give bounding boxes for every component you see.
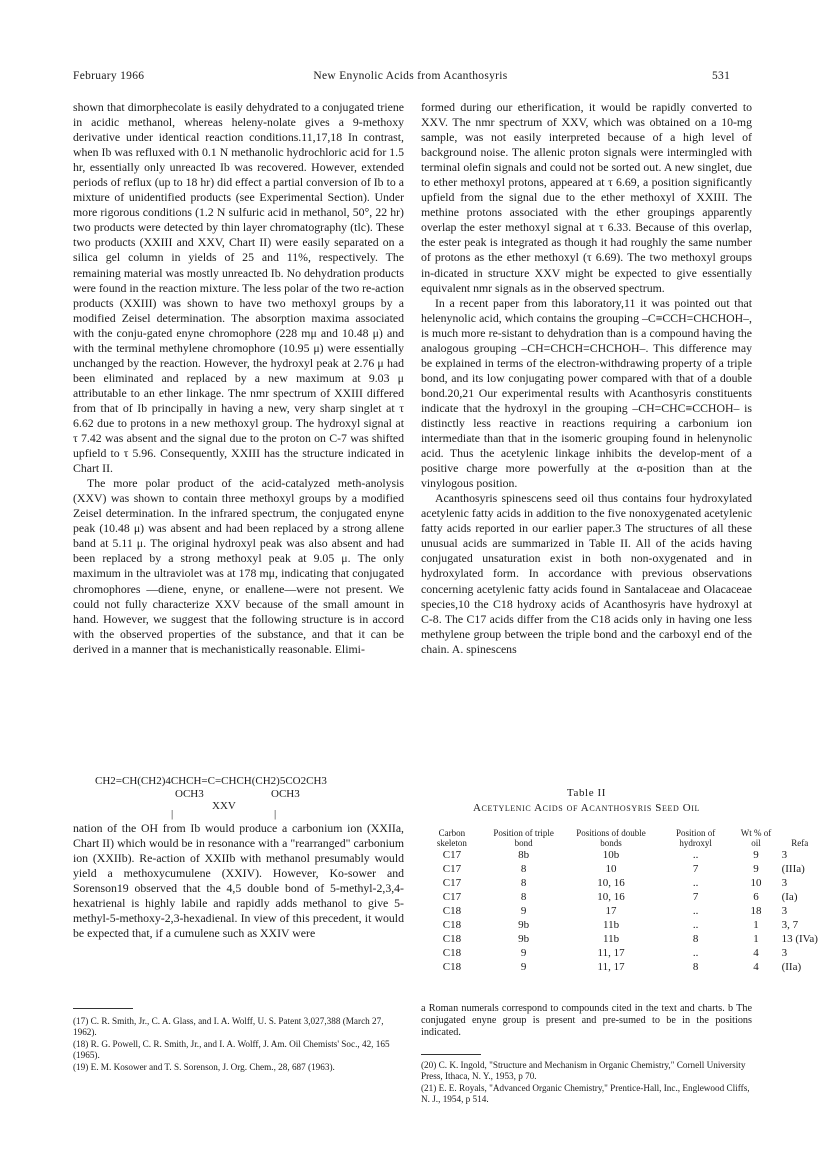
paragraph: In a recent paper from this laboratory,11 it was pointed out that helenynolic acid, which contains the grouping –C≡CCH=CHCHOH–, is much more re-sistant to dehydration than is a compound having the analogous grouping –CH=CHCH=CHCHOH–. This difference may be explained in terms of the electron-withdrawing property of a triple bond, and its low conjugating power compared with that of a double bond.20,21 Our experimental results with Acanthosyris constituents indicate that the hydroxyl in the grouping –CH=CHC≡CCHOH– is distinctly less reactive in reactions requiring a carbonium ion intermediate than that in the isomeric grouping found in helenynolic acid. Thus the acetylenic linkage inhibits the develop-ment of a positive charge more powerfully at the α-position than at the vinylogous position. [421, 295, 752, 491]
table-cell: .. [692, 849, 699, 861]
table-cell: .. [692, 905, 699, 917]
structure-substituent: OCH3 [175, 788, 204, 800]
table-cell: 1 [753, 919, 759, 931]
table-cell: 3 [781, 947, 788, 959]
structure-substituent: OCH3 [271, 788, 300, 800]
table-cell: 10, 16 [597, 877, 625, 889]
left-column-continued [73, 821, 404, 941]
left-column [73, 100, 404, 657]
paragraph: Acanthosyris spinescens seed oil thus contains four hydroxylated acetylenic fatty acids in addition to the five nonoxygenated acetylenic fatty acids reported in our earlier paper.3 The structures of all these unusual acids are summarized in Table II. All of the acids having conjugated unsaturation exist in both non-oxygenated and in hydroxylated form. In accordance with previous observations concerning acetylenic fatty acids found in Santalaceae and Olacaceae species,10 the C18 hydroxy acids of Acanthosyris have hydroxyl at C-8. The C17 acids differ from the C18 acids only in having one less methylene group between the triple bond and the carboxyl end of the chain. A. spinescens [421, 491, 752, 656]
table-cell: 8 [520, 877, 527, 889]
table-cell: C18 [442, 933, 462, 945]
table-header-cell: Refa [791, 838, 809, 848]
table-cell: 9b [518, 919, 530, 931]
table-header-cell: Positions of double bonds [576, 828, 646, 848]
table-cell: C17 [442, 877, 462, 889]
table-cell: .. [692, 919, 699, 931]
table-footnote: a Roman numerals correspond to compounds cited in the text and charts. b The conjugated enyne group is present and pre-sumed to be in the positions indicated. [421, 1003, 752, 1039]
table-row [421, 862, 821, 876]
table-cell: C18 [442, 961, 462, 973]
footnote: (17) C. R. Smith, Jr., C. A. Glass, and I. A. Wolff, U. S. Patent 3,027,388 (March 27, 1962). [73, 1016, 384, 1038]
table-cell: 9 [520, 961, 527, 973]
table-header-cell: Position of hydroxyl [675, 828, 716, 848]
table-cell: 11, 17 [597, 961, 625, 973]
running-header-title: New Enynolic Acids from Acanthosyris [313, 70, 508, 82]
table-header-row [421, 828, 821, 848]
table-row [421, 876, 821, 890]
footnote: (21) E. E. Royals, "Advanced Organic Chemistry," Prentice-Hall, Inc., Englewood Cliffs, N. J., 1954, p 514. [421, 1082, 750, 1105]
table-cell: 4 [753, 961, 759, 973]
right-column [421, 100, 752, 657]
table-cell: 9b [518, 933, 530, 945]
paragraph: formed during our etherification, it would be rapidly converted to XXV. The nmr spectrum of XXV, which was obtained on a 10-mg sample, was not easily interpreted because of a high level of background noise. The allenic proton signals were intermingled with terminal olefin signals and could not be sorted out. A new singlet, due to ether methoxyl protons, appeared at τ 6.69, a position significantly upfield from the signal due to the ether methoxyl of XXIII. The methine protons associated with the ether groupings apparently overlap the ester methoxyl signal at τ 6.33. Because of this overlap, the ester peak is integrated as though it had roughly the same number of protons as the ether methoxyl (τ 6.69). The two methoxyl groups in-dicated in structure XXV might be expected to give essentially equivalent nmr signals as in the observed spectrum. [421, 100, 752, 295]
table-cell: 9 [520, 947, 527, 959]
footnote: (19) E. M. Kosower and T. S. Sorenson, J. Org. Chem., 28, 687 (1963). [73, 1061, 335, 1072]
footnote: (20) C. K. Ingold, "Structure and Mechanism in Organic Chemistry," Cornell University Press, Ithaca, N. Y., 1953, p 70. [421, 1060, 746, 1082]
table-cell: 9 [753, 849, 759, 861]
table-cell: 3 [781, 905, 788, 917]
table-cell: (IIIa) [781, 863, 805, 875]
acetylenic-acids-table [421, 828, 821, 974]
table-cell: 3, 7 [781, 919, 799, 931]
structure-formula: CH2=CH(CH2)4CHCH=C=CHCH(CH2)5CO2CH3 [95, 775, 327, 787]
table-number: Table II [566, 787, 607, 799]
table-cell: .. [692, 947, 699, 959]
structure-bond: | [274, 808, 277, 820]
table-cell: (Ia) [781, 891, 798, 903]
table-cell: 11b [603, 919, 620, 931]
table-cell: 8 [520, 863, 527, 875]
footnotes-right [421, 1060, 752, 1106]
table-cell: 17 [605, 905, 617, 917]
table-cell: 7 [692, 863, 699, 875]
table-cell: 8 [692, 933, 699, 945]
table-header-cell: Position of triple bond [493, 828, 554, 848]
table-cell: 11, 17 [597, 947, 625, 959]
table-header-cell: Carbon skeleton [436, 828, 467, 848]
table-row [421, 946, 821, 960]
table-title: Acetylenic Acids of Acanthosyris Seed Oil [472, 802, 701, 814]
footnotes-left [73, 1016, 404, 1073]
table-cell: 4 [753, 947, 759, 959]
table-cell: 10, 16 [597, 891, 625, 903]
table-cell: 8 [520, 891, 527, 903]
table-row [421, 918, 821, 932]
table-cell: 3 [781, 849, 788, 861]
table-cell: 9 [753, 863, 759, 875]
table-cell: C17 [442, 849, 462, 861]
table-cell: C17 [442, 891, 462, 903]
paragraph: nation of the OH from Ib would produce a carbonium ion (XXIIa, Chart II) which would be in resonance with a "rearranged" carbonium ion (XXIIb). Re-action of XXIIb with methanol presumably would yield a methoxycumulene (XXIV). However, Ko-sower and Sorenson19 observed that the 4,5 double bond of 5-methyl-2,3,4-hexatrienal is highly labile and rapidly adds methanol to give 5-methyl-5-methoxy-2,3-hexadienal. In view of this precedent, it would be expected that, if a cumulene such as XXIV were [73, 821, 404, 941]
table-row [421, 932, 821, 946]
paragraph: shown that dimorphecolate is easily dehydrated to a conjugated triene in acidic methanol, whereas heleny-nolate gives a 9-methoxy derivative under identical reaction conditions.11,17,18 In contrast, when Ib was refluxed with 0.1 N methanolic hydrochloric acid for 1.5 hr, essentially only unreacted Ib was recovered. However, extended periods of reflux (up to 18 hr) did effect a partial conversion of Ib to a mixture of unidentified products (see Experimental Section). Under more rigorous conditions (1.2 N sulfuric acid in methanol, 50°, 22 hr) two products were detected by thin layer chromatography (tlc). These two products (XXIII and XXV, Chart II) were easily separated on a silica gel column in yields of 25 and 11%, respectively. The remaining material was mostly unreacted Ib. No dehydration products were found in the reaction mixture. The less polar of the two re-action products (XXIII) was shown to have two methoxyl groups by a modified Zeisel determination. The absorption maxima associated with the conju-gated enyne chromophore (228 mμ and 10.48 μ) and with the terminal methylene chromophore (10.95 μ) were essentially unchanged by the reaction. However, the hydroxyl peak at 2.76 μ had been eliminated and replaced by a new maximum at 9.03 μ attributable to an ether linkage. The nmr spectrum of XXIII differed from that of Ib principally in having a new, very sharp singlet at τ 6.62 due to protons in a new methoxyl group. The hydroxyl signal at τ 7.42 was absent and the signal due to the proton on C-7 was shifted upfield to τ 5.96. Consequently, XXIII has the structure indicated in Chart II. [73, 100, 404, 476]
table-cell: 10b [602, 849, 620, 861]
footnote-rule [73, 1008, 133, 1009]
table-cell: C17 [442, 863, 462, 875]
table-cell: 9 [520, 905, 527, 917]
table-row [421, 848, 821, 862]
table-cell: 1 [753, 933, 759, 945]
table-cell: 10 [750, 877, 762, 889]
structure-bond: | [171, 808, 174, 820]
table-cell: (IIa) [781, 961, 802, 973]
table-cell: 11b [603, 933, 620, 945]
table-header-cell: Wt % of oil [740, 828, 772, 848]
table-cell: .. [692, 877, 699, 889]
table-cell: 18 [750, 905, 762, 917]
running-header-date: February 1966 [73, 70, 145, 82]
table-cell: 8 [692, 961, 699, 973]
table-cell: 10 [605, 863, 617, 875]
table-cell: 13 (IVa) [781, 933, 818, 945]
table-cell: 6 [753, 891, 759, 903]
table-cell: 3 [781, 877, 788, 889]
footnote: (18) R. G. Powell, C. R. Smith, Jr., and I. A. Wolff, J. Am. Oil Chemists' Soc., 42, 165 (1965). [73, 1038, 390, 1061]
table-row [421, 890, 821, 904]
table-cell: C18 [442, 919, 462, 931]
footnote-rule [421, 1054, 481, 1055]
table-cell: 7 [692, 891, 699, 903]
table-row [421, 960, 821, 974]
table-row [421, 904, 821, 918]
structure-label: XXV [212, 800, 236, 812]
page-number: 531 [712, 70, 731, 82]
paragraph: The more polar product of the acid-catalyzed meth-anolysis (XXV) was shown to contain three methoxyl groups by a modified Zeisel determination. In the infrared spectrum, the conjugated enyne peak (10.48 μ) was absent and had been replaced by a strong allene band at 5.11 μ. The original hydroxyl peak was also absent and had been replaced by a strong methoxyl peak at 9.05 μ. The only maximum in the ultraviolet was at 178 mμ, indicating that conjugated chromophores —diene, enyne, or enallene—were not present. We could not fully characterize XXV because of the small amount in hand. However, we suggest that the following structure is in accord with the observed properties of the substance, and that it can be derived in a manner that is mechanistically reasonable. Elimi- [73, 476, 404, 656]
table-cell: 8b [518, 849, 530, 861]
table-cell: C18 [442, 905, 462, 917]
table-cell: C18 [442, 947, 462, 959]
